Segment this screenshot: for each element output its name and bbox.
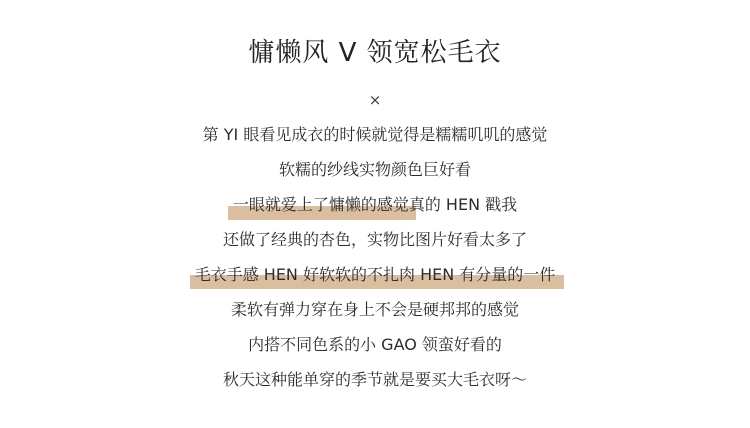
divider-x-icon: × — [368, 91, 382, 109]
text-line-3 — [0, 194, 750, 216]
text-line-6 — [0, 299, 750, 321]
text-line-8 — [0, 369, 750, 391]
text-line-5-content: 毛衣手感 HEN 好软软的不扎肉 HEN 有分量的一件 — [194, 265, 556, 284]
text-line-2 — [0, 159, 750, 181]
text-line-8-content: 秋天这种能单穿的季节就是要买大毛衣呀～ — [222, 370, 527, 389]
text-line-4-content: 还做了经典的杏色，实物比图片好看太多了 — [222, 230, 527, 249]
text-line-7 — [0, 334, 750, 356]
text-line-1 — [0, 124, 750, 146]
text-line-4 — [0, 229, 750, 251]
article-title: 慵懒风 V 领宽松毛衣 — [248, 38, 502, 68]
text-line-2-content: 软糯的纱线实物颜色巨好看 — [278, 160, 471, 179]
text-line-7-content: 内搭不同色系的小 GAO 领蛮好看的 — [248, 335, 502, 354]
text-line-3-content: 一眼就爱上了慵懒的感觉真的 HEN 戳我 — [232, 195, 518, 214]
text-line-5 — [0, 264, 750, 286]
text-line-6-content: 柔软有弹力穿在身上不会是硬邦邦的感觉 — [230, 300, 519, 319]
text-line-1-content: 第 YI 眼看见成衣的时候就觉得是糯糯叽叽的感觉 — [202, 125, 548, 144]
